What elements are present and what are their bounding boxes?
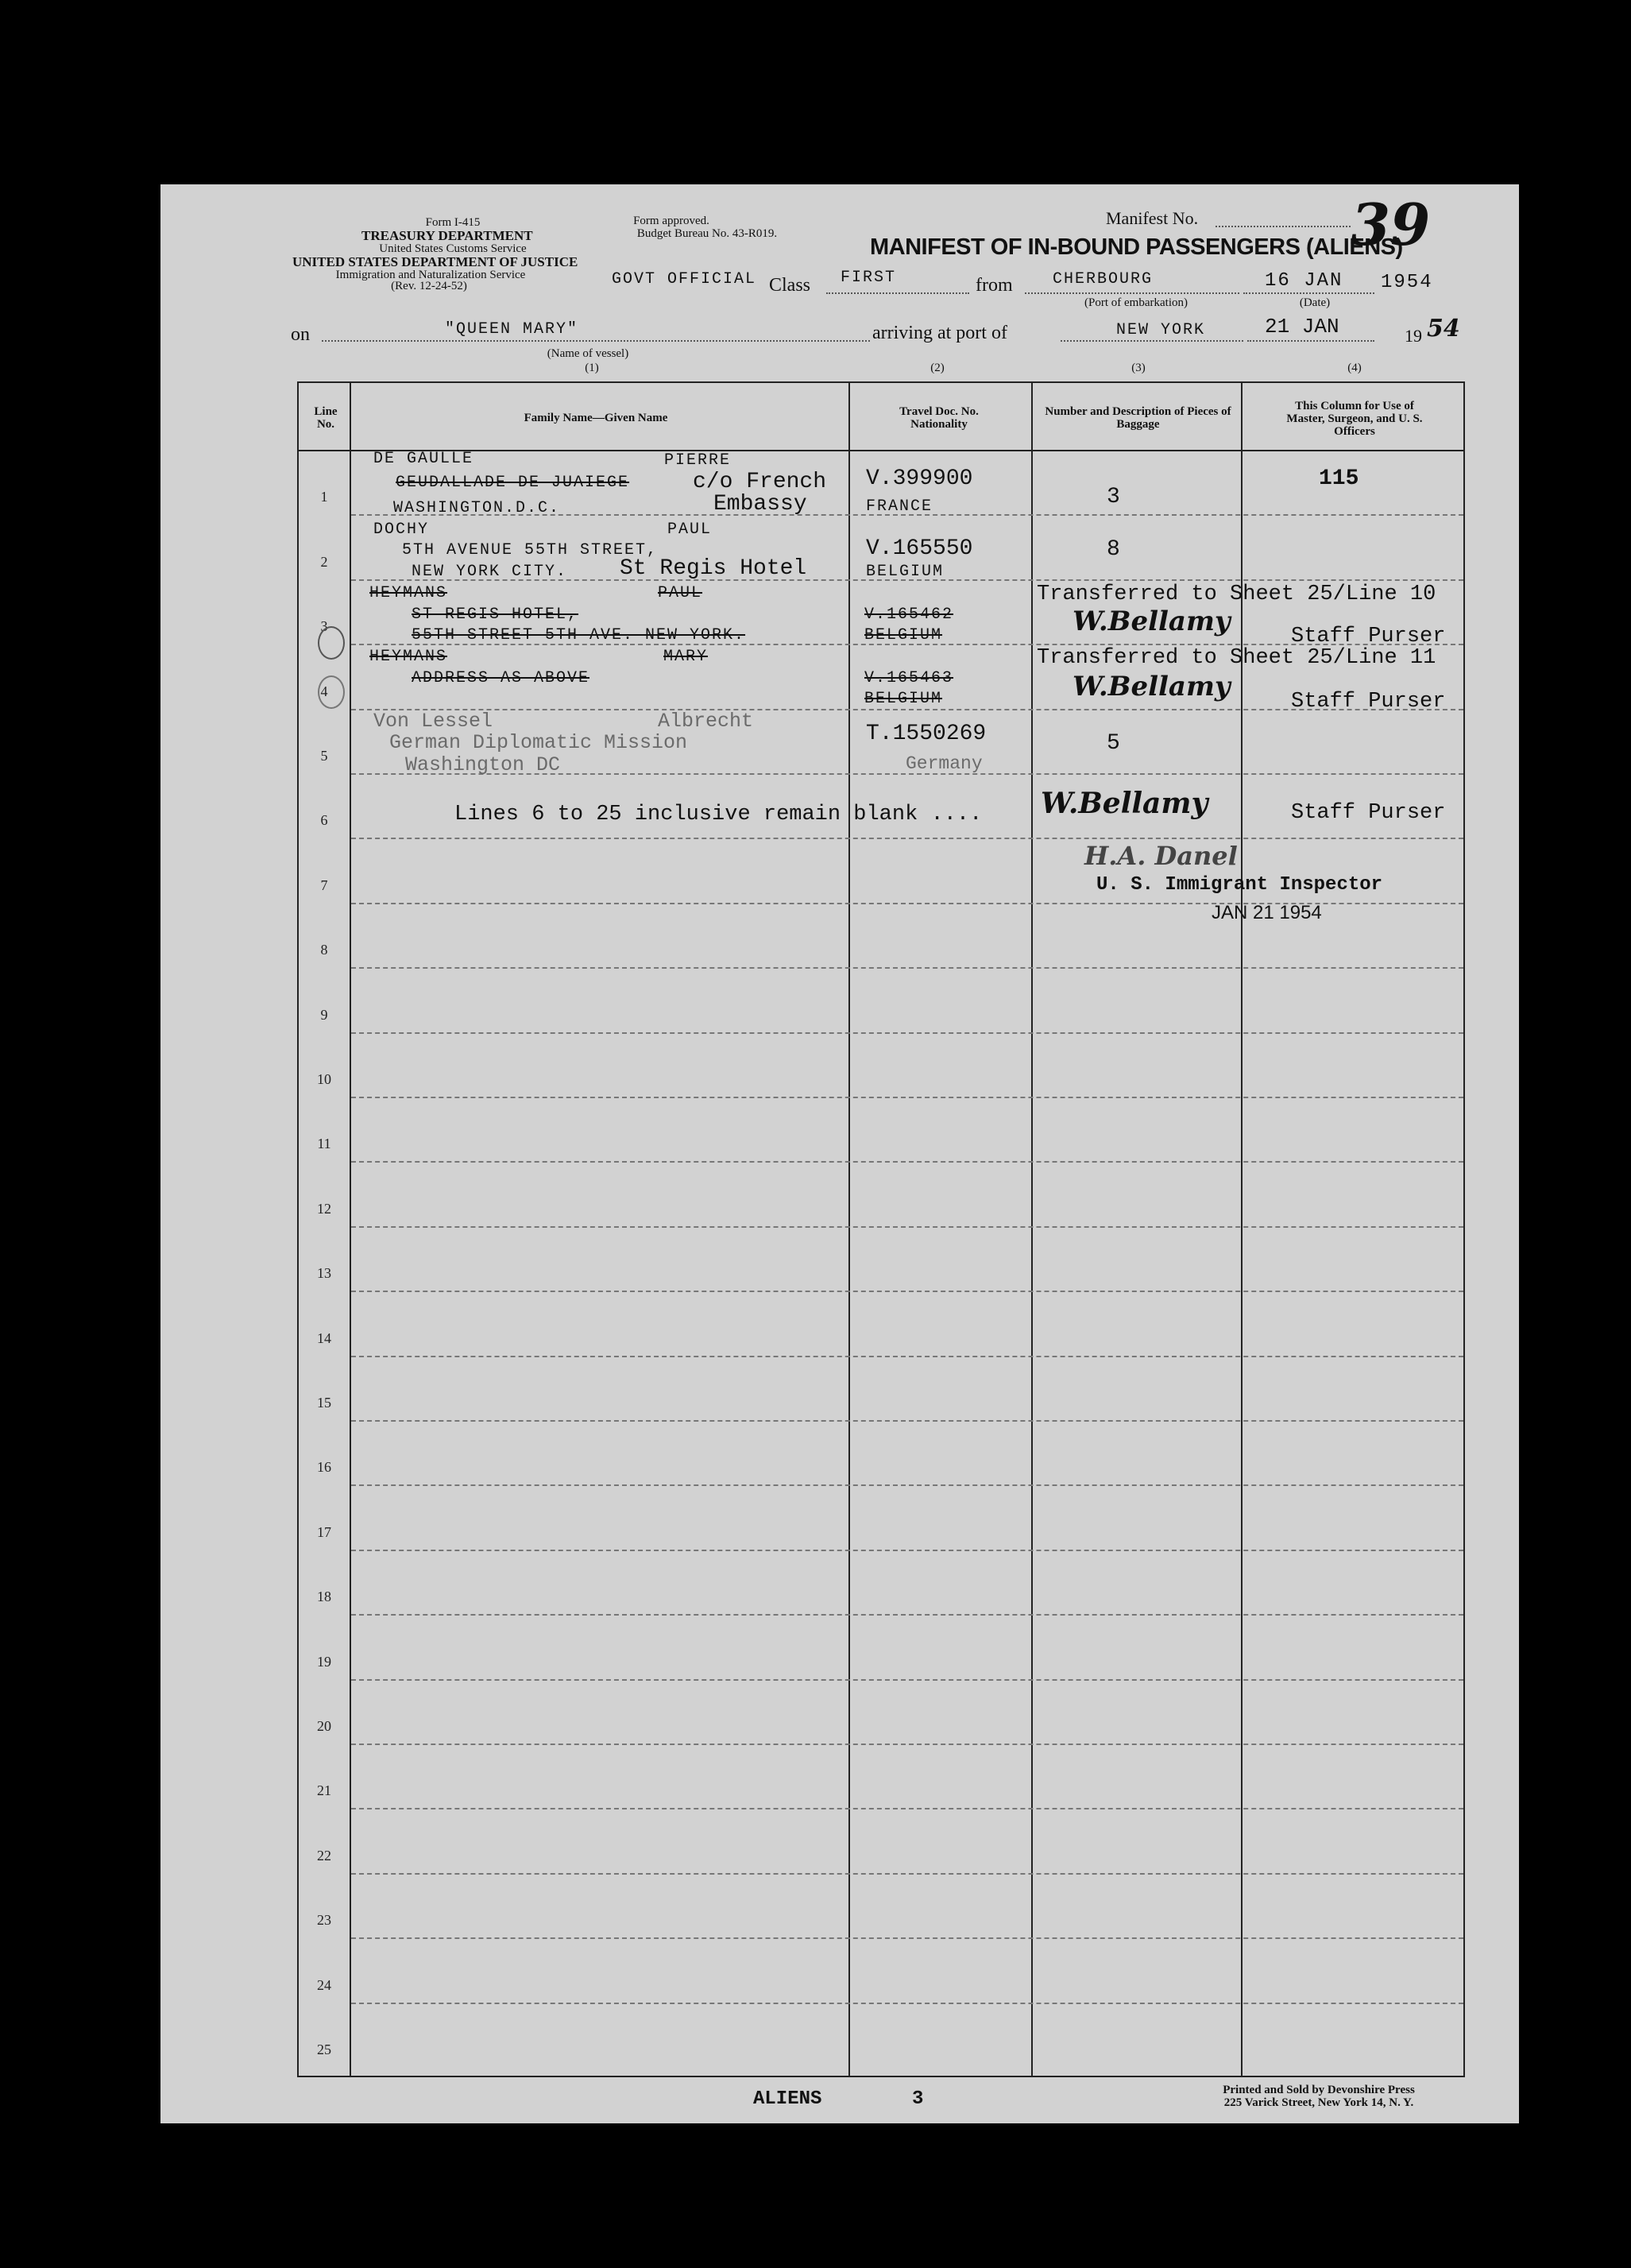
inspector-date: JAN 21 1954 xyxy=(1212,902,1322,923)
line-number: 18 xyxy=(317,1589,331,1605)
e4-role: Staff Purser xyxy=(1291,690,1446,714)
e3-given: PAUL xyxy=(658,584,703,602)
e5-given: Albrecht xyxy=(658,710,754,733)
col-number-4: (4) xyxy=(1347,362,1362,374)
e5-nat: Germany xyxy=(906,753,983,774)
from-dots xyxy=(1025,292,1239,294)
col-number-1: (1) xyxy=(585,362,599,374)
e2-nat: BELGIUM xyxy=(866,563,945,581)
row-divider xyxy=(351,2003,1463,2004)
blank-signature: W.Bellamy xyxy=(1041,787,1208,820)
line-number: 12 xyxy=(317,1200,331,1217)
row-divider xyxy=(351,1097,1463,1098)
row-divider xyxy=(351,967,1463,969)
arriving-label: arriving at port of xyxy=(872,323,1007,343)
line-number: 24 xyxy=(317,1976,331,1993)
col-header-name: Family Name—Given Name xyxy=(524,412,668,424)
row-divider xyxy=(351,1679,1463,1681)
date-caption: (Date) xyxy=(1299,296,1331,309)
e2-doc: V.165550 xyxy=(866,536,973,561)
e1-addr3: Embassy xyxy=(713,492,807,517)
e3-nat: BELGIUM xyxy=(864,626,943,644)
e1-officer: 115 xyxy=(1319,466,1359,491)
embark-caption: (Port of embarkation) xyxy=(1084,296,1188,309)
class-value: FIRST xyxy=(841,269,897,287)
col-header-officers: This Column for Use of Master, Surgeon, and U. S. Officers xyxy=(1286,400,1423,438)
e3-addr2: 55TH STREET 5TH AVE. NEW YORK. xyxy=(412,626,746,644)
row-divider xyxy=(351,1226,1463,1228)
e4-doc: V.165463 xyxy=(864,669,954,687)
e4-transfer: Transferred to Sheet 25/Line 11 xyxy=(1037,646,1436,670)
arrival-date: 21 JAN xyxy=(1265,315,1339,339)
year-1: 1954 xyxy=(1381,272,1433,293)
e4-signature: W.Bellamy xyxy=(1073,671,1231,702)
e1-doc: V.399900 xyxy=(866,466,973,491)
year-2-prefix: 19 xyxy=(1405,326,1422,346)
e2-addr2: NEW YORK CITY. xyxy=(412,563,568,581)
sail-date: 16 JAN xyxy=(1265,270,1343,292)
footer-sheet: 3 xyxy=(912,2088,924,2110)
row-divider xyxy=(351,1420,1463,1422)
class-dots xyxy=(826,292,969,294)
line-number: 8 xyxy=(320,942,328,958)
year-2-suffix: 54 xyxy=(1427,315,1460,343)
e1-given: PIERRE xyxy=(664,451,732,470)
e5-addr2: Washington DC xyxy=(405,753,561,776)
printer-line-1: Printed and Sold by Devonshire Press xyxy=(1223,2084,1415,2096)
treasury-dept: TREASURY DEPARTMENT xyxy=(361,228,533,243)
row-divider xyxy=(351,1356,1463,1357)
col-header-line: Line No. xyxy=(314,405,338,431)
e3-circle xyxy=(318,626,345,660)
manifest-number: 39 xyxy=(1351,191,1431,258)
e1-family: DE GAULLE xyxy=(373,450,474,468)
form-number: Form I-415 xyxy=(425,216,481,229)
e2-given: PAUL xyxy=(667,521,713,539)
line-number: 10 xyxy=(317,1071,331,1087)
e1-addr1: WASHINGTON.D.C. xyxy=(393,499,561,517)
e1-bag: 3 xyxy=(1107,485,1120,509)
blank-note: Lines 6 to 25 inclusive remain blank .... xyxy=(454,803,983,826)
inspector-title: U. S. Immigrant Inspector xyxy=(1096,874,1383,896)
e2-addr1: 5TH AVENUE 55TH STREET, xyxy=(402,541,659,559)
e2-family: DOCHY xyxy=(373,521,430,539)
row-divider xyxy=(351,838,1463,839)
e5-family: Von Lessel xyxy=(373,710,493,733)
govt-official: GOVT OFFICIAL xyxy=(612,270,757,288)
e4-circle xyxy=(318,675,345,709)
line-number: 17 xyxy=(317,1523,331,1540)
e5-doc: T.1550269 xyxy=(866,722,987,746)
printer-line-2: 225 Varick Street, New York 14, N. Y. xyxy=(1223,2096,1414,2109)
footer-aliens: ALIENS xyxy=(753,2088,822,2110)
e5-bag: 5 xyxy=(1107,731,1120,756)
row-divider xyxy=(351,1550,1463,1551)
e1-nat: FRANCE xyxy=(866,497,933,516)
arrival-port: NEW YORK xyxy=(1116,321,1206,339)
arr-date-dots xyxy=(1247,340,1374,342)
line-number: 21 xyxy=(317,1782,331,1799)
line-number: 6 xyxy=(320,812,328,829)
e3-signature: W.Bellamy xyxy=(1073,606,1231,637)
row-divider xyxy=(351,1744,1463,1745)
port-dots xyxy=(1061,340,1243,342)
row-divider xyxy=(351,1808,1463,1809)
line-number: 3 xyxy=(320,618,328,635)
line-number: 9 xyxy=(320,1006,328,1023)
vessel-dots xyxy=(322,340,870,342)
row-divider xyxy=(351,1161,1463,1163)
line-number: 5 xyxy=(320,748,328,764)
line-number: 13 xyxy=(317,1265,331,1282)
on-label: on xyxy=(291,324,310,345)
line-number: 19 xyxy=(317,1653,331,1670)
budget-bureau: Budget Bureau No. 43-R019. xyxy=(636,227,778,240)
row-divider xyxy=(351,1484,1463,1486)
e3-family: HEYMANS xyxy=(369,584,448,602)
from-label: from xyxy=(976,275,1013,296)
e1-struck: GEUDALLADE DE JUAIEGE xyxy=(396,474,630,492)
e2-addr3: St Regis Hotel xyxy=(620,556,807,581)
e3-doc: V.165462 xyxy=(864,606,954,624)
e4-nat: BELGIUM xyxy=(864,690,943,708)
line-number: 15 xyxy=(317,1395,331,1411)
line-number: 7 xyxy=(320,877,328,893)
col-header-baggage: Number and Description of Pieces of Baggage xyxy=(1045,405,1231,431)
line-number: 16 xyxy=(317,1459,331,1476)
inspector-signature: H.A. Danel xyxy=(1084,841,1238,871)
line-number: 11 xyxy=(317,1136,331,1152)
e2-bag: 8 xyxy=(1107,537,1120,562)
revision: (Rev. 12-24-52) xyxy=(391,280,467,292)
date-dots xyxy=(1243,292,1374,294)
e4-given: MARY xyxy=(663,648,709,666)
line-number: 1 xyxy=(320,489,328,505)
customs-service: United States Customs Service xyxy=(379,242,527,255)
line-number: 20 xyxy=(317,1718,331,1734)
row-divider xyxy=(351,1032,1463,1034)
row-divider xyxy=(351,1291,1463,1292)
col-number-2: (2) xyxy=(930,362,945,374)
e5-addr1: German Diplomatic Mission xyxy=(389,731,688,754)
vessel-caption: (Name of vessel) xyxy=(547,347,629,360)
line-number: 23 xyxy=(317,1912,331,1929)
line-number: 25 xyxy=(317,2042,331,2057)
col-number-3: (3) xyxy=(1131,362,1146,374)
manifest-no-dots xyxy=(1216,226,1351,227)
manifest-sheet xyxy=(160,184,1519,2123)
justice-dept: UNITED STATES DEPARTMENT OF JUSTICE xyxy=(292,254,578,269)
line-number: 4 xyxy=(320,683,328,699)
line-number: 14 xyxy=(317,1329,331,1346)
ins-service: Immigration and Naturalization Service xyxy=(335,269,526,281)
e1-addr2: c/o French xyxy=(693,470,827,494)
line-number: 2 xyxy=(320,553,328,570)
e3-role: Staff Purser xyxy=(1291,625,1446,648)
col-header-travel: Travel Doc. No. Nationality xyxy=(899,405,979,431)
form-approved: Form approved. xyxy=(633,215,709,227)
e4-family: HEYMANS xyxy=(369,648,448,666)
manifest-title: MANIFEST OF IN-BOUND PASSENGERS (ALIENS) xyxy=(870,234,1403,260)
line-number: 22 xyxy=(317,1847,331,1864)
e3-addr1: ST REGIS HOTEL, xyxy=(412,606,579,624)
row-divider xyxy=(351,1873,1463,1875)
e4-addr1: ADDRESS AS ABOVE xyxy=(412,669,590,687)
class-label: Class xyxy=(769,275,811,296)
manifest-no-label: Manifest No. xyxy=(1106,208,1199,228)
from-value: CHERBOURG xyxy=(1053,270,1154,288)
vessel-name: "QUEEN MARY" xyxy=(445,320,579,339)
row-divider xyxy=(351,1937,1463,1939)
row-divider xyxy=(351,1614,1463,1616)
e3-transfer: Transferred to Sheet 25/Line 10 xyxy=(1037,582,1436,606)
blank-role: Staff Purser xyxy=(1291,801,1446,825)
